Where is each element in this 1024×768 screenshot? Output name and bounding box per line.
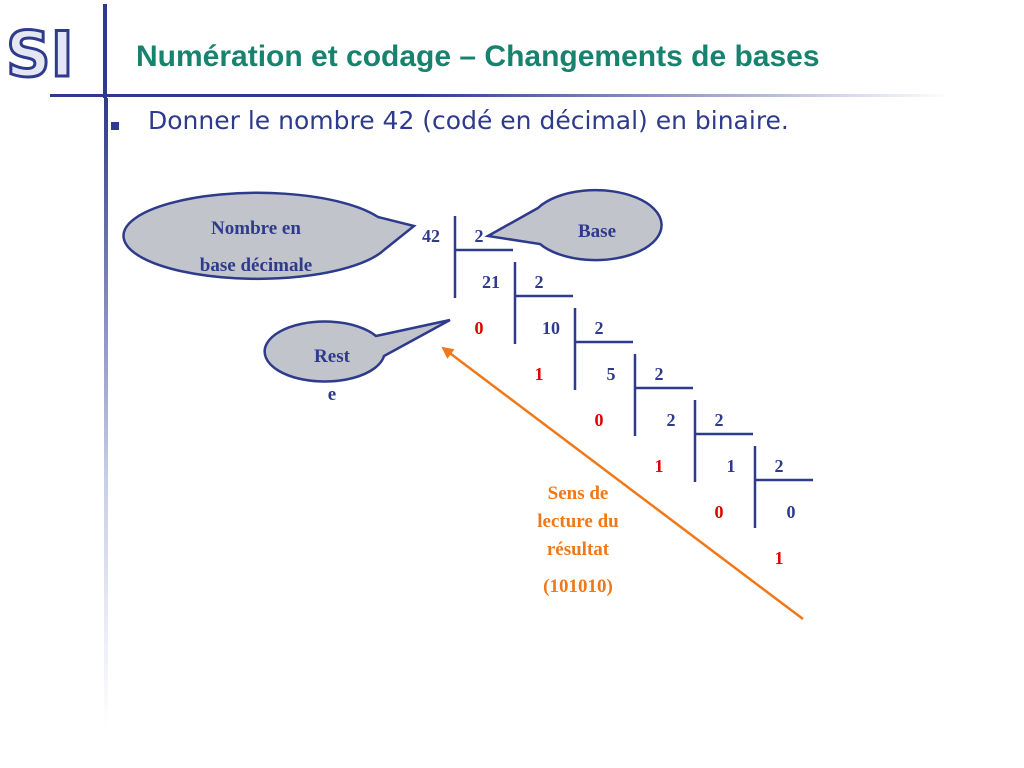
- dividend-1: 21: [482, 272, 500, 292]
- divisor-2: 2: [594, 318, 604, 338]
- divisor-5: 2: [774, 456, 784, 476]
- si-logo-text: SI: [6, 22, 74, 86]
- bullet-text: Donner le nombre 42 (codé en décimal) en binaire.: [148, 106, 789, 135]
- divisor-1: 2: [534, 272, 544, 292]
- remainder-5: 1: [774, 548, 784, 568]
- reading-result: (101010): [543, 576, 613, 597]
- divisor-0: 2: [474, 226, 484, 246]
- remainder-2: 0: [594, 410, 604, 430]
- reading-text-line1: Sens de: [547, 483, 609, 504]
- reading-direction-arrow: [443, 348, 803, 619]
- remainder-3: 1: [654, 456, 664, 476]
- reste-callout-line1: Rest: [314, 346, 350, 367]
- dividend-6: 0: [786, 502, 796, 522]
- base-callout-label: Base: [578, 221, 616, 242]
- reading-text-line3: résultat: [546, 539, 610, 560]
- remainder-0: 0: [474, 318, 484, 338]
- divisor-3: 2: [654, 364, 664, 384]
- reste-callout-bubble: [265, 320, 450, 382]
- page-title: Numération et codage – Changements de bases: [136, 40, 820, 73]
- remainder-4: 0: [714, 502, 724, 522]
- dividend-4: 2: [666, 410, 676, 430]
- dividend-2: 10: [542, 318, 560, 338]
- dividend-5: 1: [726, 456, 736, 476]
- base-callout-bubble: [488, 190, 662, 260]
- dividend-0: 42: [422, 226, 440, 246]
- divisor-4: 2: [714, 410, 724, 430]
- reading-text-line2: lecture du: [537, 511, 619, 532]
- remainder-1: 1: [534, 364, 544, 384]
- reste-callout-line2: e: [327, 384, 337, 405]
- dividend-3: 5: [606, 364, 616, 384]
- decimal-callout-line1: Nombre en: [211, 218, 301, 239]
- decimal-callout-line2: base décimale: [199, 255, 313, 276]
